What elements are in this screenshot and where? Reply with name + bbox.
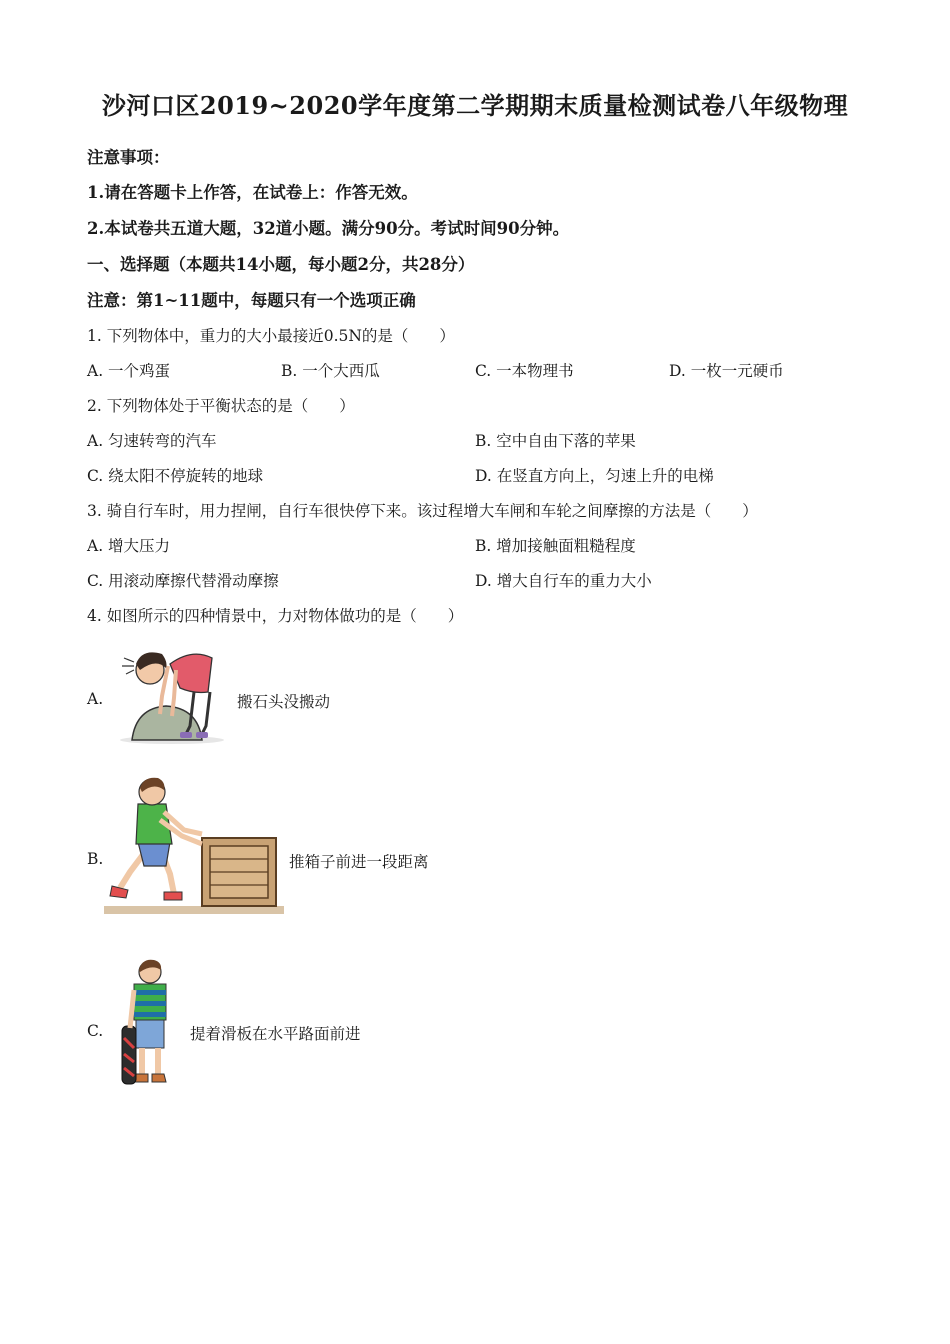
question-2-option-b: B. 空中自由下落的苹果 bbox=[475, 432, 636, 450]
question-4-figure-c-caption: 提着滑板在水平路面前进 bbox=[190, 1025, 361, 1043]
section-note: 注意：第1~11题中，每题只有一个选项正确 bbox=[87, 291, 416, 310]
boy-carrying-skateboard-illustration bbox=[118, 958, 180, 1092]
question-4-figure-b-label: B. bbox=[87, 850, 104, 868]
question-2-stem: 2. 下列物体处于平衡状态的是（ ） bbox=[87, 397, 355, 415]
question-1-option-b: B. 一个大西瓜 bbox=[281, 362, 380, 380]
question-4-figure-a-caption: 搬石头没搬动 bbox=[237, 693, 331, 711]
question-1-option-a: A. 一个鸡蛋 bbox=[87, 362, 171, 380]
question-3-option-c: C. 用滚动摩擦代替滑动摩擦 bbox=[87, 572, 279, 590]
question-2-option-d: D. 在竖直方向上，匀速上升的电梯 bbox=[475, 467, 714, 485]
question-3-stem: 3. 骑自行车时，用力捏闸，自行车很快停下来。该过程增大车闸和车轮之间摩擦的方法是（ ） bbox=[87, 502, 758, 520]
question-4-figure-c-label: C. bbox=[87, 1022, 104, 1040]
question-3-option-a: A. 增大压力 bbox=[87, 537, 171, 555]
notice-item-2: 2.本试卷共五道大题，32道小题。满分90分。考试时间90分钟。 bbox=[87, 219, 570, 238]
section-heading: 一、选择题（本题共14小题，每小题2分，共28分） bbox=[87, 255, 475, 274]
question-4-stem: 4. 如图所示的四种情景中，力对物体做功的是（ ） bbox=[87, 607, 464, 625]
boy-pushing-box-illustration bbox=[104, 774, 286, 918]
question-1-option-c: C. 一本物理书 bbox=[475, 362, 574, 380]
question-3-option-b: B. 增加接触面粗糙程度 bbox=[475, 537, 636, 555]
notice-item-1: 1.请在答题卡上作答，在试卷上：作答无效。 bbox=[87, 183, 418, 202]
notice-heading: 注意事项： bbox=[87, 148, 170, 167]
question-2-option-c: C. 绕太阳不停旋转的地球 bbox=[87, 467, 264, 485]
question-3-option-d: D. 增大自行车的重力大小 bbox=[475, 572, 652, 590]
girl-lifting-rock-illustration bbox=[110, 636, 235, 748]
question-1-option-d: D. 一枚一元硬币 bbox=[669, 362, 784, 380]
question-4-figure-b-caption: 推箱子前进一段距离 bbox=[289, 853, 429, 871]
question-1-stem: 1. 下列物体中，重力的大小最接近0.5N的是（ ） bbox=[87, 327, 455, 345]
question-2-option-a: A. 匀速转弯的汽车 bbox=[87, 432, 217, 450]
exam-title: 沙河口区2019~2020学年度第二学期期末质量检测试卷八年级物理 bbox=[101, 91, 849, 120]
question-4-figure-a-label: A. bbox=[87, 690, 104, 708]
